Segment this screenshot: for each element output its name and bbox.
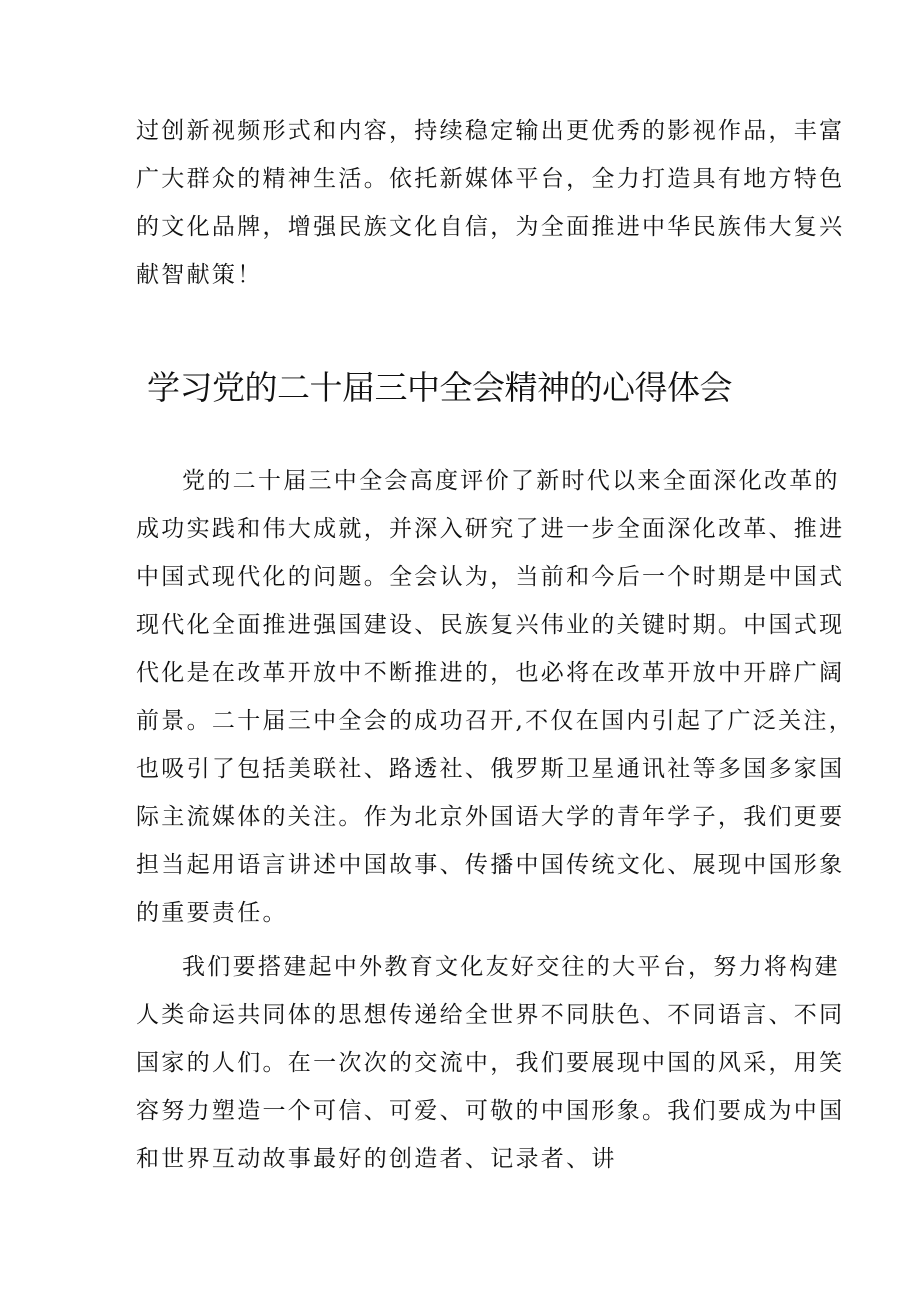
text-line: 际主流媒体的关注。作为北京外国语大学的青年学子，我们更要 — [136, 804, 845, 830]
text-line: 党的二十届三中全会高度评价了新时代以来全面深化改革的 — [182, 468, 840, 494]
text-line: 中国式现代化的问题。全会认为，当前和今后一个时期是中国式 — [136, 564, 845, 590]
text-line: 广大群众的精神生活。依托新媒体平台，全力打造具有地方特色 — [136, 166, 845, 192]
text-line: 过创新视频形式和内容，持续稳定输出更优秀的影视作品，丰富 — [136, 118, 845, 144]
text-line: 现代化全面推进强国建设、民族复兴伟业的关键时期。中国式现 — [136, 612, 845, 638]
text-line: 成功实践和伟大成就，并深入研究了进一步全面深化改革、推进 — [136, 516, 845, 542]
text-line: 前景。二十届三中全会的成功召开,不仅在国内引起了广泛关注， — [136, 708, 855, 734]
text-line: 也吸引了包括美联社、路透社、俄罗斯卫星通讯社等多国多家国 — [136, 756, 845, 782]
text-line: 的文化品牌，增强民族文化自信，为全面推进中华民族伟大复兴 — [136, 214, 845, 240]
text-line: 和世界互动故事最好的创造者、记录者、讲 — [136, 1146, 617, 1172]
text-line: 献智献策！ — [136, 262, 263, 288]
text-line: 代化是在改革开放中不断推进的，也必将在改革开放中开辟广阔 — [136, 660, 845, 686]
text-line: 人类命运共同体的思想传递给全世界不同肤色、不同语言、不同 — [136, 1002, 845, 1028]
article-title: 学习党的二十届三中全会精神的心得体会 — [147, 368, 732, 407]
text-line: 我们要搭建起中外教育文化友好交往的大平台，努力将构建 — [182, 954, 840, 980]
text-line: 国家的人们。在一次次的交流中，我们要展现中国的风采，用笑 — [136, 1050, 845, 1076]
text-line: 的重要责任。 — [136, 900, 288, 926]
text-line: 容努力塑造一个可信、可爱、可敬的中国形象。我们要成为中国 — [136, 1098, 845, 1124]
text-line: 担当起用语言讲述中国故事、传播中国传统文化、展现中国形象 — [136, 852, 845, 878]
